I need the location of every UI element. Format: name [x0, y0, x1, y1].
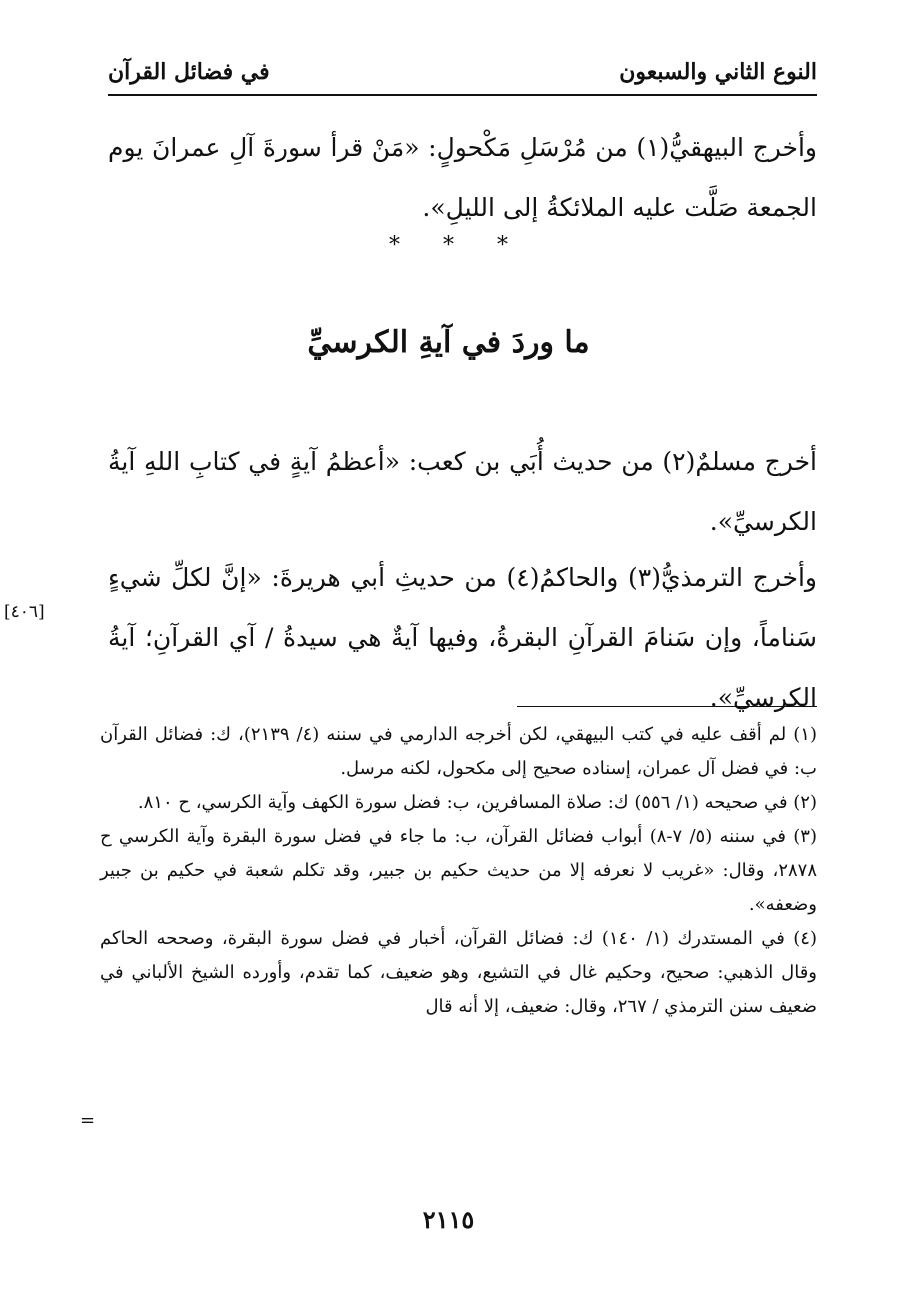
- page-number: ٢١١٥: [422, 1205, 475, 1234]
- header-chapter-title: النوع الثاني والسبعون: [619, 59, 817, 85]
- footnote-1: (١) لم أقف عليه في كتب البيهقي، لكن أخرجه الدارمي في سننه (٤/ ٢١٣٩)، ك: فضائل القرآن ب: في فضل آل عمران، إسناده صحيح إلى مكحول، لكنه مرسل.: [100, 724, 817, 779]
- separator-star: *: [497, 233, 508, 258]
- footnote-divider: [517, 706, 817, 707]
- paragraph-muslim: أخرج مسلمٌ(٢) من حديث أُبَي بن كعب: «أعظمُ آيةٍ في كتابِ اللهِ آيةُ الكرسيِّ».: [108, 447, 818, 536]
- section-title: ما وردَ في آيةِ الكرسيِّ: [307, 325, 590, 360]
- margin-page-reference: [٤٠٦]: [4, 602, 45, 622]
- footnote-4: (٤) في المستدرك (١/ ١٤٠) ك: فضائل القرآن، أخبار في فضل سورة البقرة، وصححه الحاكم وقال الذهبي: صحيح، وحكيم غال في التشيع، وهو ضعيف، كما تقدم، وأورده الشيخ الألباني في ضعيف سنن الترمذي / ٢٦٧، وقال: ضعيف، إلا أنه قال: [100, 928, 817, 1017]
- footnote-2: (٢) في صحيحه (١/ ٥٥٦) ك: صلاة المسافرين، ب: فضل سورة الكهف وآية الكرسي، ح ٨١٠.: [137, 792, 817, 813]
- separator-star: *: [389, 233, 400, 258]
- footnotes: [100, 718, 817, 1024]
- footnote-3: (٣) في سننه (٥/ ٧-٨) أبواب فضائل القرآن، ب: ما جاء في فضل سورة البقرة وآية الكرسي ح ٢٨٧٨، وقال: «غريب لا نعرفه إلا من حديث حكيم بن جبير، وقد تكلم شعبة في حكيم بن جبير وضعفه».: [100, 826, 817, 915]
- paragraph-tirmidhi: وأخرج الترمذيُّ(٣) والحاكمُ(٤) من حديثِ أبي هريرةَ: «إنَّ لكلِّ شيءٍ سَناماً، وإن سَنامَ القرآنِ البقرةُ، وفيها آيةٌ هي سيدةُ / آي القرآنِ؛ آيةُ الكرسيِّ».: [108, 563, 818, 712]
- continuation-mark: =: [80, 1110, 96, 1131]
- separator-star: *: [443, 233, 454, 258]
- header-book-title: في فضائل القرآن: [108, 59, 270, 85]
- running-header: [108, 50, 817, 96]
- section-separator: [0, 233, 897, 258]
- paragraph-baihaqi: وأخرج البيهقيُّ(١) من مُرْسَلِ مَكْحولٍ: «مَنْ قرأ سورةَ آلِ عمرانَ يوم الجمعة صَلَّت عليه الملائكةُ إلى الليلِ».: [108, 133, 817, 222]
